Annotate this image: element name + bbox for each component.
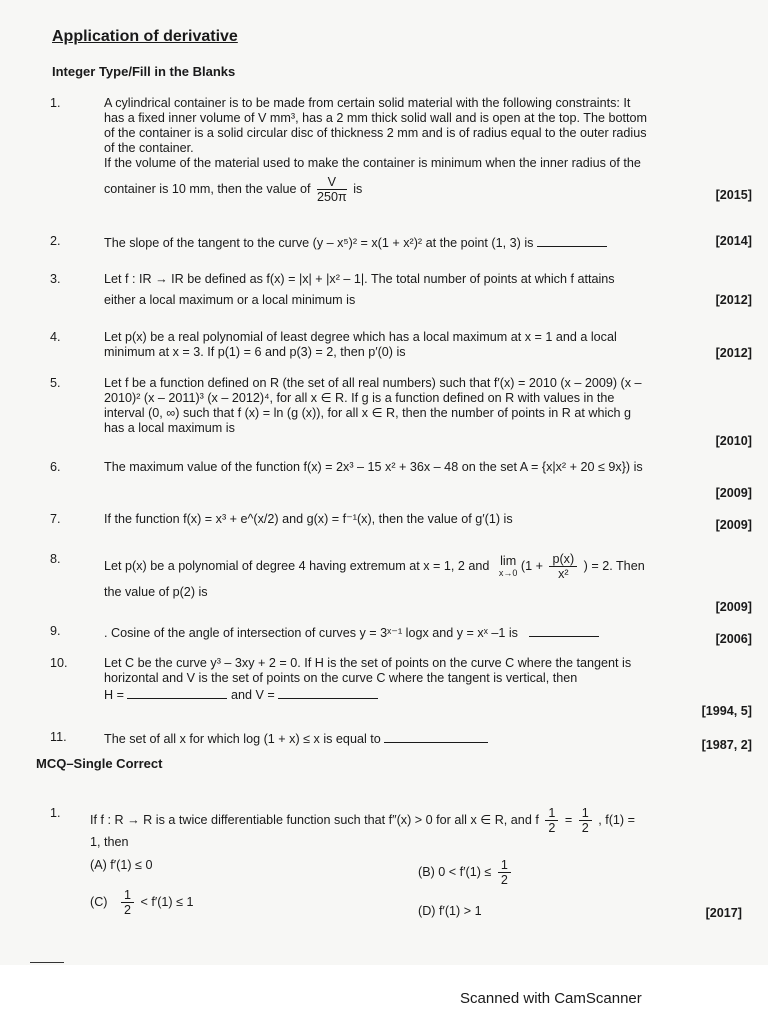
question-text: = [564, 812, 573, 827]
year-tag: [1994, 5] [701, 704, 752, 718]
answer-blank-h [127, 686, 227, 699]
answer-blank [537, 234, 607, 247]
question-number: 1. [50, 96, 61, 110]
year-tag: [2009] [715, 518, 752, 532]
question-10 [40, 656, 756, 716]
question-text-line: minimum at x = 3. If p(1) = 6 and p(3) = 2, then p′(0) is [104, 345, 406, 359]
fraction [579, 806, 592, 835]
limit-label: lim [500, 554, 517, 568]
page-title: Application of derivative [52, 28, 238, 45]
fraction-numerator: V [317, 175, 347, 190]
option-b [418, 858, 514, 887]
question-text-line [104, 686, 756, 703]
fraction [545, 806, 558, 835]
question-number: 5. [50, 376, 61, 390]
question-text-line: Let f : IR → IR be defined as f(x) = |x| + |x² – 1|. The total number of points at which f attains [104, 272, 615, 286]
question-text-line: horizontal and V is the set of points on the curve C where the tangent is vertical, then [104, 671, 578, 685]
fraction [549, 552, 577, 581]
question-9 [40, 624, 756, 646]
fraction-numerator: 1 [498, 858, 511, 873]
question-text-line [104, 175, 756, 204]
fraction-denominator: 2 [123, 903, 131, 917]
scanner-watermark: Scanned with CamScanner [460, 990, 642, 1007]
scan-mark [30, 962, 64, 963]
question-3 [40, 272, 756, 308]
fraction-numerator: 1 [545, 806, 558, 821]
question-text: , f(1) = [598, 812, 635, 827]
option-a: (A) f′(1) ≤ 0 [90, 858, 153, 872]
question-7 [40, 512, 756, 530]
question-text: . Cosine of the angle of intersection of curves y = 3ˣ⁻¹ logx and y = xˣ –1 is [104, 626, 518, 640]
question-2 [40, 234, 756, 252]
question-text: The set of all x for which log (1 + x) ≤ x is equal to [104, 732, 381, 746]
option-d: (D) f′(1) > 1 [418, 904, 482, 918]
fraction-denominator: 2 [548, 821, 556, 835]
year-tag: [2015] [715, 188, 752, 202]
question-text-line [90, 806, 756, 835]
year-tag: [2017] [705, 906, 742, 920]
question-text: If f : R → R is a twice differentiable function such that f″(x) > 0 for all x ∈ R, and f [90, 812, 539, 827]
question-number: 10. [50, 656, 68, 670]
answer-blank [529, 624, 599, 637]
year-tag: [2009] [715, 600, 752, 614]
year-tag: [2014] [715, 234, 752, 248]
question-number: 6. [50, 460, 61, 474]
year-tag: [2012] [715, 346, 752, 360]
option-text: < f′(1) ≤ 1 [140, 894, 194, 909]
fraction-denominator: 2 [500, 873, 508, 887]
option-c [90, 888, 194, 917]
fraction-numerator: 1 [579, 806, 592, 821]
limit-expression [499, 555, 518, 578]
question-text-line: Let f be a function defined on R (the set of all real numbers) such that f′(x) = 2010 (x – 2009) (x – [104, 376, 642, 390]
question-text-line: 1, then [90, 835, 129, 849]
fraction-numerator: 1 [121, 888, 134, 903]
question-text-line: The maximum value of the function f(x) = 2x³ – 15 x² + 36x – 48 on the set A = {x|x² + 20 ≤ 9x}) is [104, 460, 643, 474]
year-tag: [2010] [715, 434, 752, 448]
question-text: ) = 2. Then [583, 558, 645, 573]
question-text: H = [104, 688, 124, 702]
limit-subscript: x→0 [498, 568, 518, 578]
question-text-line: Let p(x) be a real polynomial of least degree which has a local maximum at x = 1 and a local [104, 330, 617, 344]
section-heading-mcq: MCQ–Single Correct [36, 756, 163, 771]
question-number: 4. [50, 330, 61, 344]
question-number: 1. [50, 806, 61, 820]
fraction-numerator: p(x) [549, 552, 577, 567]
fraction-denominator: x² [558, 567, 569, 581]
question-text-line: has a fixed inner volume of V mm³, has a 2 mm thick solid wall and is open at the top. The bottom [104, 111, 647, 125]
year-tag: [2012] [715, 293, 752, 307]
question-text: is [353, 181, 363, 196]
fraction-denominator: 2 [581, 821, 589, 835]
question-text: and V = [230, 688, 275, 702]
question-1 [40, 96, 756, 216]
fraction [121, 888, 134, 917]
question-number: 7. [50, 512, 61, 526]
question-text-line: either a local maximum or a local minimum is [104, 293, 356, 307]
year-tag: [1987, 2] [701, 738, 752, 752]
question-number: 2. [50, 234, 61, 248]
question-text: Let p(x) be a polynomial of degree 4 having extremum at x = 1, 2 and [104, 558, 490, 573]
question-text-line: has a local maximum is [104, 421, 235, 435]
question-number: 3. [50, 272, 61, 286]
question-4 [40, 330, 756, 362]
answer-blank [384, 730, 488, 743]
question-text-line: interval (0, ∞) such that f (x) = ln (g (x)), for all x ∈ R, then the number of points in R at which g [104, 406, 632, 420]
question-text: (1 + [520, 558, 543, 573]
question-text-line [104, 552, 756, 581]
question-number: 8. [50, 552, 61, 566]
question-text-line: A cylindrical container is to be made from certain solid material with the following constraints: It [104, 96, 631, 110]
question-text-line: 2010)² (x – 2011)³ (x – 2012)⁴, for all x ∈ R. If g is a function defined on R with values in the [104, 391, 615, 405]
question-text: The slope of the tangent to the curve (y – x⁵)² = x(1 + x²)² at the point (1, 3) is [104, 236, 534, 250]
question-text-line: If the volume of the material used to make the container is minimum when the inner radius of the [104, 156, 641, 170]
answer-blank-v [278, 686, 378, 699]
fraction [498, 858, 511, 887]
option-text: (B) 0 < f′(1) ≤ [418, 864, 492, 879]
question-number: 11. [50, 730, 67, 744]
question-text-line: of the container is a solid circular disc of thickness 2 mm and is of radius equal to the outer radius [104, 126, 647, 140]
fraction [317, 175, 347, 204]
question-6 [40, 460, 756, 500]
question-text-line: the value of p(2) is [104, 585, 208, 599]
question-5 [40, 376, 756, 448]
question-text: If the function f(x) = x³ + e^(x/2) and g(x) = f⁻¹(x), then the value of g′(1) is [104, 512, 513, 526]
year-tag: [2006] [715, 632, 752, 646]
year-tag: [2009] [715, 486, 752, 500]
option-text: (C) [90, 894, 108, 909]
fraction-denominator: 250π [317, 190, 347, 204]
section-heading-fill-blanks: Integer Type/Fill in the Blanks [52, 64, 236, 79]
question-text-line: Let C be the curve y³ – 3xy + 2 = 0. If H is the set of points on the curve C where the tangent is [104, 656, 632, 670]
question-number: 9. [50, 624, 61, 638]
question-8 [40, 552, 756, 614]
question-text: container is 10 mm, then the value of [104, 181, 311, 196]
question-text-line: of the container. [104, 141, 194, 155]
